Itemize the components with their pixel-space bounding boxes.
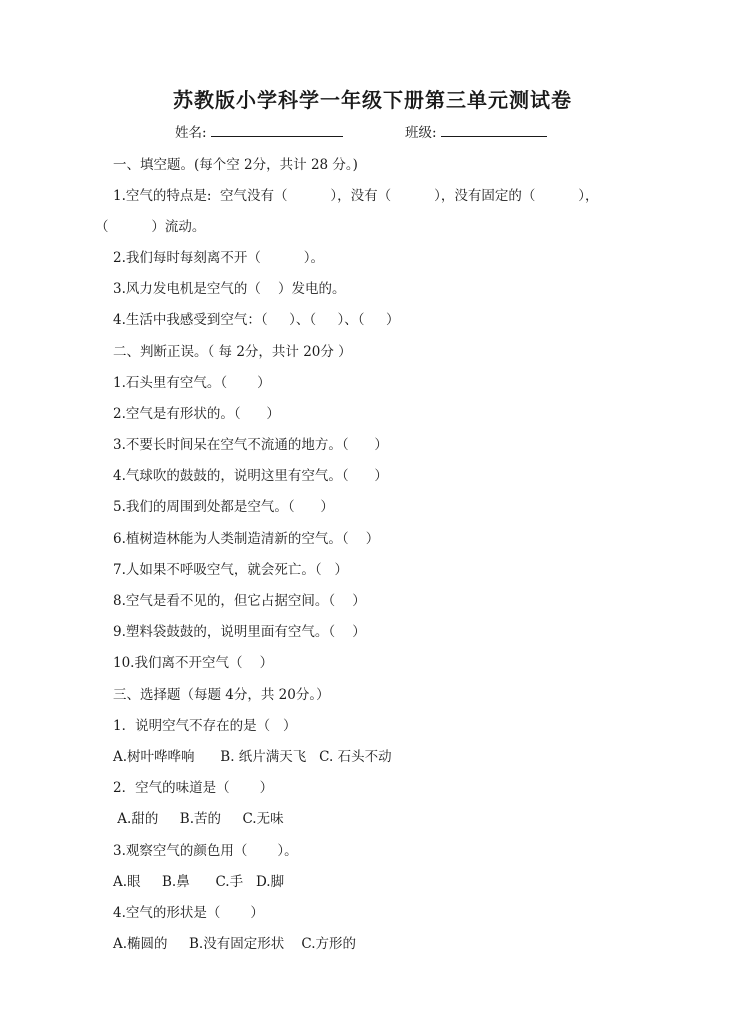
class-underline[interactable] [441, 122, 547, 137]
judge-item: 3.不要长时间呆在空气不流通的地方。（ ） [113, 437, 388, 453]
choice-question-1: 1．说明空气不存在的是（ ） [113, 718, 297, 734]
page-title: 苏教版小学科学一年级下册第三单元测试卷 [173, 88, 572, 112]
judge-item: 1.石头里有空气。（ ） [113, 375, 271, 391]
judge-item: 2.空气是有形状的。（ ） [113, 406, 280, 422]
section-choice-heading: 三、选择题（每题 4分，共 20分。） [113, 687, 330, 703]
judge-item: 8.空气是看不见的，但它占据空间。（ ） [113, 593, 366, 609]
fill-question-1b: （ ）流动。 [95, 219, 206, 235]
judge-item: 4.气球吹的鼓鼓的，说明这里有空气。（ ） [113, 468, 388, 484]
section-judge-heading: 二、判断正误。（ 每 2分，共计 20分 ） [113, 344, 352, 360]
choice-question-4: 4.空气的形状是（ ） [113, 905, 264, 921]
choice-options-1: A.树叶哗哗响 B. 纸片满天飞 C. 石头不动 [113, 749, 392, 765]
judge-item: 9.塑料袋鼓鼓的，说明里面有空气。（ ） [113, 624, 366, 640]
name-label: 姓名: [175, 125, 207, 141]
judge-item: 10.我们离不开空气（ ） [113, 655, 274, 671]
choice-options-2: A.甜的 B.苦的 C.无味 [113, 811, 284, 827]
fill-question-3: 3.风力发电机是空气的（ ）发电的。 [113, 281, 346, 297]
judge-item: 5.我们的周围到处都是空气。（ ） [113, 499, 334, 515]
choice-question-3: 3.观察空气的颜色用（ ）。 [113, 843, 298, 859]
section-fill-heading: 一、填空题。(每个空 2分，共计 28 分。) [113, 157, 358, 173]
judge-item: 6.植树造林能为人类制造清新的空气。（ ） [113, 531, 380, 547]
fill-question-1a: 1.空气的特点是: 空气没有（ ），没有（ ），没有固定的（ ）， [113, 188, 599, 204]
class-label: 班级: [405, 125, 437, 141]
name-underline[interactable] [211, 122, 343, 137]
judge-item: 7.人如果不呼吸空气，就会死亡。（ ） [113, 562, 349, 578]
class-field-row [405, 122, 547, 143]
fill-question-4: 4.生活中我感受到空气：（ ）、（ ）、（ ） [113, 312, 400, 328]
choice-question-2: 2．空气的味道是（ ） [113, 780, 274, 796]
choice-options-4: A.椭圆的 B.没有固定形状 C.方形的 [113, 936, 357, 952]
fill-question-2: 2.我们每时每刻离不开（ ）。 [113, 250, 325, 266]
name-field-row [175, 122, 343, 143]
choice-options-3: A.眼 B.鼻 C.手 D.脚 [113, 874, 285, 890]
